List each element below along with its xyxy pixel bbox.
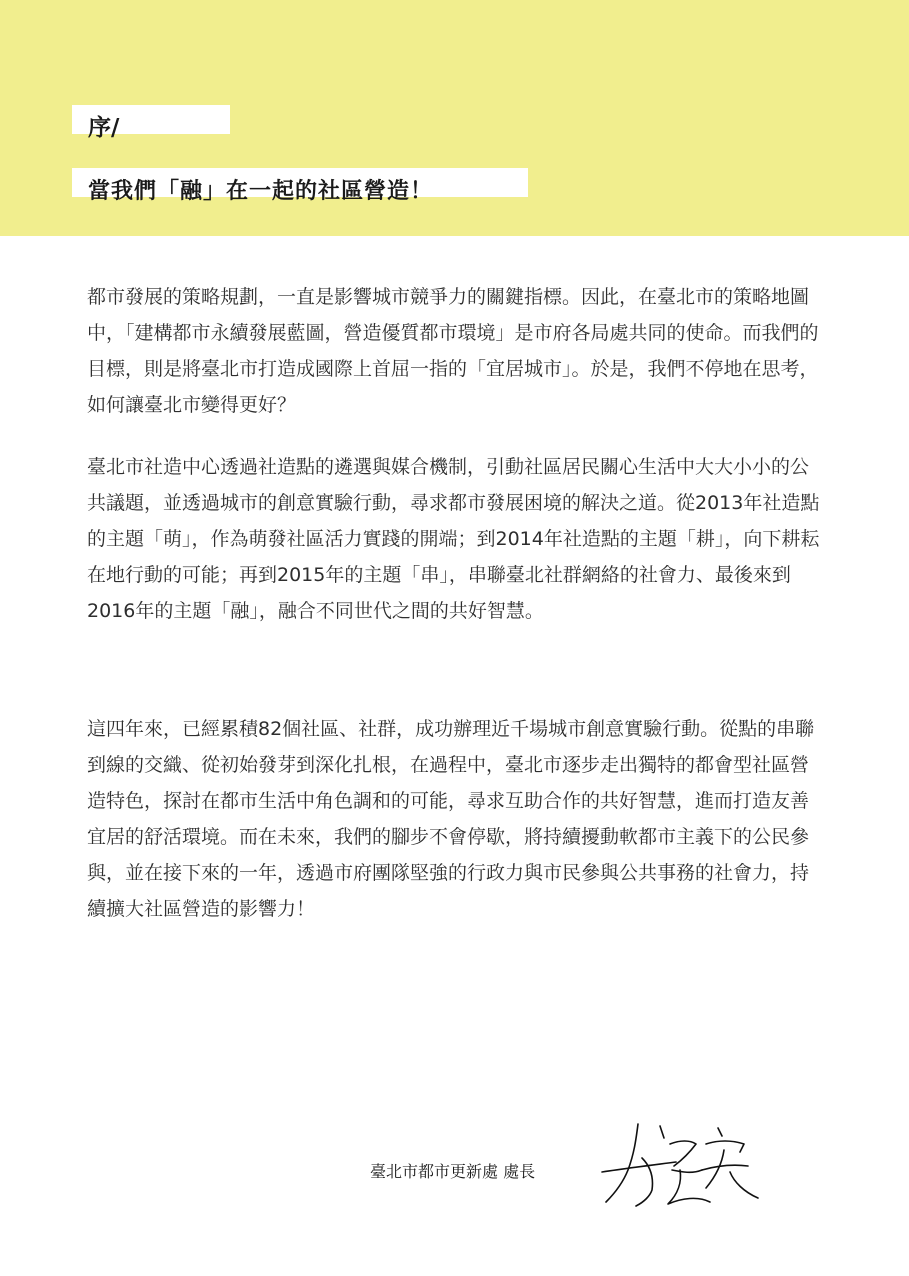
paragraph-1 [87,279,827,423]
handwritten-signature [598,1110,768,1220]
paragraph-text: 這四年來，已經累積82個社區、社群，成功辦理近千場城市創意實驗行動。從點的串聯到線的交織、從初始發芽到深化扎根，在過程中，臺北市逐步走出獨特的都會型社區營造特色，探討在都市生活中角色調和的可能，尋求互助合作的共好智慧，進而打造友善宜居的舒活環境。而在未來，我們的腳步不會停歇，將持續擾動軟都市主義下的公民參與，並在接下來的一年，透過市府團隊堅強的行政力與市民參與公共事務的社會力，持續擴大社區營造的影響力！ [87,718,815,920]
paragraph-text: 都市發展的策略規劃，一直是影響城市競爭力的關鍵指標。因此，在臺北市的策略地圖中，「建構都市永續發展藍圖，營造優質都市環境」是市府各局處共同的使命。而我們的目標，則是將臺北市打造成國際上首屈一指的「宜居城市」。於是，我們不停地在思考，如何讓臺北市變得更好？ [87,286,819,416]
page-title: 當我們「融」在一起的社區營造！ [88,178,434,204]
signer-title: 臺北市都市更新處 處長 [370,1162,536,1181]
paragraph-text: 臺北市社造中心透過社造點的遴選與媒合機制，引動社區居民關心生活中大大小小的公共議題，並透過城市的創意實驗行動，尋求都市發展困境的解決之道。從2013年社造點的主題「萌」，作為萌發社區活力實踐的開端；到2014年社造點的主題「耕」，向下耕耘在地行動的可能；再到2015年的主題「串」，串聯臺北社群網絡的社會力、最後來到2016年的主題「融」，融合不同世代之間的共好智慧。 [87,456,820,622]
paragraph-2 [87,449,827,629]
paragraph-3 [87,711,827,927]
preface-label: 序/ [88,114,120,141]
